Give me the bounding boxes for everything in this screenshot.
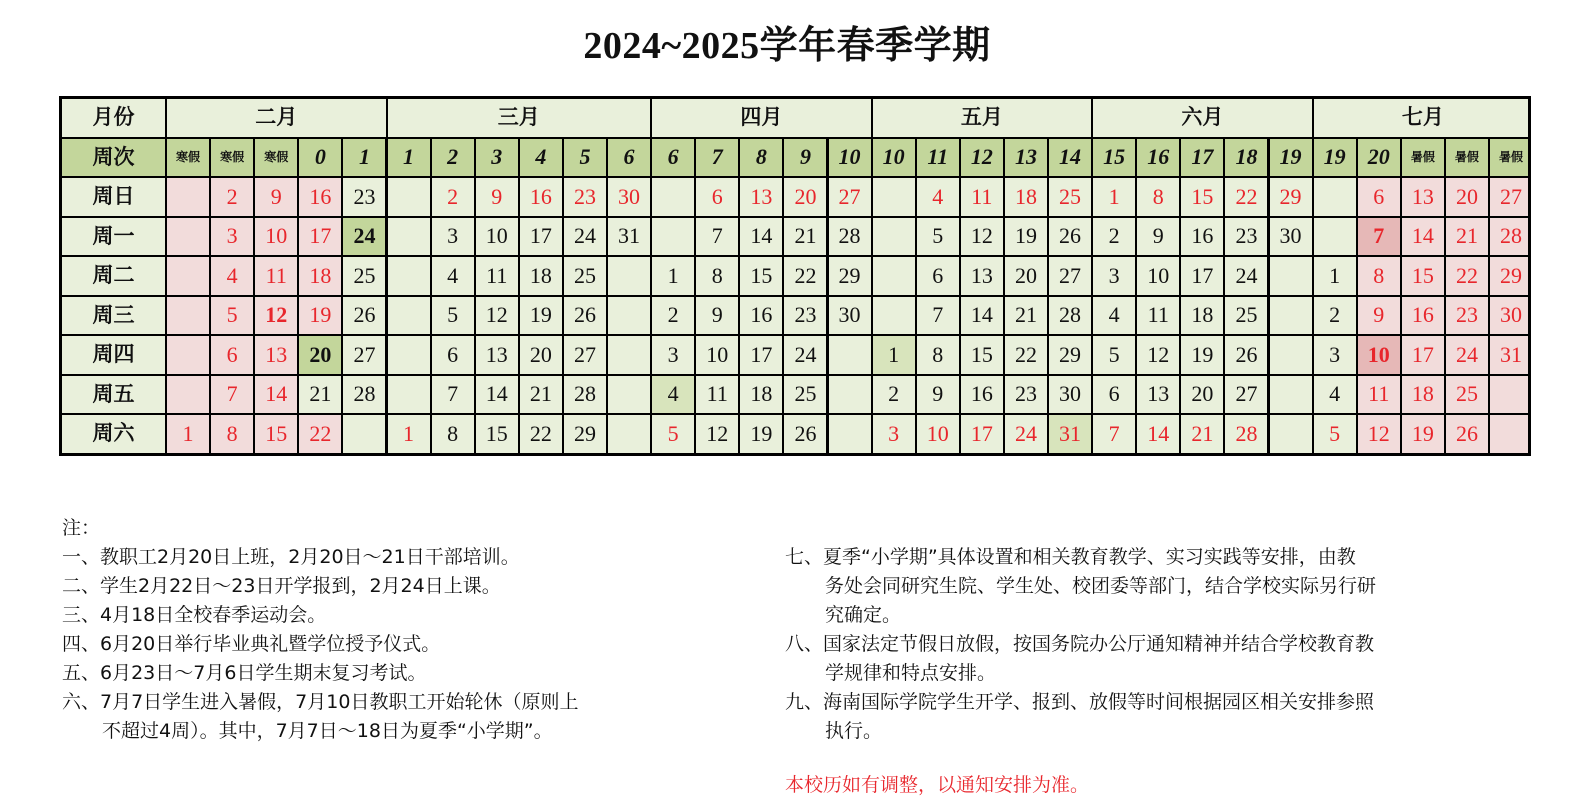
note-item: 不超过4周）。其中，7月7日～18日为夏季“小学期”。 — [102, 720, 553, 742]
day-cell: 29 — [1490, 257, 1531, 295]
day-cell — [1270, 257, 1312, 295]
day-cell: 15 — [476, 415, 518, 453]
day-cell: 23 — [343, 178, 385, 216]
day-cell: 11 — [696, 376, 738, 414]
day-cell — [388, 218, 430, 256]
day-cell: 28 — [829, 218, 871, 256]
month-header: 六月 — [1093, 99, 1312, 137]
day-cell: 27 — [564, 336, 606, 374]
day-cell: 10 — [476, 218, 518, 256]
day-cell: 17 — [299, 218, 341, 256]
month-header: 四月 — [652, 99, 871, 137]
day-label: 周四 — [62, 336, 165, 374]
day-cell: 4 — [652, 376, 694, 414]
week-number: 10 — [873, 139, 915, 177]
day-cell: 7 — [917, 297, 959, 335]
day-cell: 6 — [211, 336, 253, 374]
day-cell: 15 — [1181, 178, 1223, 216]
day-cell: 24 — [343, 218, 385, 256]
week-number: 7 — [696, 139, 738, 177]
day-cell: 21 — [784, 218, 826, 256]
day-cell: 24 — [1005, 415, 1047, 453]
note-item: 学规律和特点安排。 — [825, 662, 997, 684]
day-cell — [388, 178, 430, 216]
day-cell: 14 — [740, 218, 782, 256]
day-cell: 3 — [211, 218, 253, 256]
day-cell: 2 — [1314, 297, 1356, 335]
day-cell — [388, 336, 430, 374]
month-label: 月份 — [62, 99, 165, 137]
day-cell: 29 — [1049, 336, 1091, 374]
day-cell: 31 — [1490, 336, 1531, 374]
day-cell: 13 — [476, 336, 518, 374]
day-cell: 4 — [211, 257, 253, 295]
note-item: 七、夏季“小学期”具体设置和相关教育教学、实习实践等安排，由教 — [785, 546, 1356, 568]
day-label: 周三 — [62, 297, 165, 335]
day-cell: 16 — [740, 297, 782, 335]
week-number: 15 — [1093, 139, 1135, 177]
week-number: 暑假 — [1402, 139, 1444, 177]
day-cell: 10 — [917, 415, 959, 453]
day-cell: 20 — [1181, 376, 1223, 414]
day-cell — [1270, 336, 1312, 374]
week-number: 寒假 — [255, 139, 297, 177]
day-cell: 14 — [255, 376, 297, 414]
day-cell — [608, 297, 650, 335]
day-cell: 17 — [520, 218, 562, 256]
note-item: 务处会同研究生院、学生处、校团委等部门，结合学校实际另行研 — [825, 575, 1377, 597]
week-number: 寒假 — [211, 139, 253, 177]
day-cell: 30 — [829, 297, 871, 335]
week-number: 暑假 — [1490, 139, 1531, 177]
day-cell: 10 — [1358, 336, 1400, 374]
week-number: 13 — [1005, 139, 1047, 177]
day-cell: 11 — [1358, 376, 1400, 414]
week-number: 6 — [608, 139, 650, 177]
day-cell: 23 — [564, 178, 606, 216]
day-cell: 9 — [917, 376, 959, 414]
day-cell: 18 — [740, 376, 782, 414]
day-cell: 21 — [520, 376, 562, 414]
day-cell: 31 — [1049, 415, 1091, 453]
day-cell — [1314, 178, 1356, 216]
day-cell: 20 — [299, 336, 341, 374]
day-cell — [1270, 297, 1312, 335]
day-cell: 22 — [1005, 336, 1047, 374]
day-cell: 9 — [255, 178, 297, 216]
day-cell — [608, 376, 650, 414]
week-number: 19 — [1270, 139, 1312, 177]
day-cell: 3 — [1093, 257, 1135, 295]
day-cell: 31 — [608, 218, 650, 256]
day-cell: 18 — [520, 257, 562, 295]
week-number: 0 — [299, 139, 341, 177]
day-cell: 16 — [1181, 218, 1223, 256]
day-cell: 6 — [432, 336, 474, 374]
week-number: 20 — [1358, 139, 1400, 177]
day-cell: 5 — [211, 297, 253, 335]
day-cell: 5 — [917, 218, 959, 256]
day-cell — [608, 415, 650, 453]
day-cell: 2 — [873, 376, 915, 414]
week-number: 2 — [432, 139, 474, 177]
day-cell: 8 — [1358, 257, 1400, 295]
day-cell: 12 — [696, 415, 738, 453]
day-cell: 18 — [1181, 297, 1223, 335]
day-cell: 6 — [917, 257, 959, 295]
day-cell: 1 — [1093, 178, 1135, 216]
week-number: 8 — [740, 139, 782, 177]
note-item: 一、教职工2月20日上班，2月20日～21日干部培训。 — [62, 546, 520, 568]
day-cell: 11 — [961, 178, 1003, 216]
day-cell — [652, 178, 694, 216]
day-cell: 26 — [1049, 218, 1091, 256]
day-label: 周一 — [62, 218, 165, 256]
day-cell — [829, 336, 871, 374]
day-cell: 10 — [255, 218, 297, 256]
day-cell: 24 — [784, 336, 826, 374]
day-cell: 19 — [740, 415, 782, 453]
week-number: 暑假 — [1446, 139, 1488, 177]
day-cell: 30 — [1490, 297, 1531, 335]
day-cell: 14 — [476, 376, 518, 414]
day-cell: 7 — [432, 376, 474, 414]
day-cell: 25 — [1225, 297, 1267, 335]
day-cell — [652, 218, 694, 256]
day-cell: 27 — [343, 336, 385, 374]
day-cell: 13 — [1402, 178, 1444, 216]
day-cell: 6 — [1358, 178, 1400, 216]
day-cell: 26 — [784, 415, 826, 453]
day-cell: 1 — [873, 336, 915, 374]
day-cell: 23 — [1446, 297, 1488, 335]
day-cell: 26 — [1225, 336, 1267, 374]
day-cell: 17 — [1402, 336, 1444, 374]
day-cell — [608, 257, 650, 295]
note-item: 二、学生2月22日～23日开学报到，2月24日上课。 — [62, 575, 501, 597]
day-label: 周六 — [62, 415, 165, 453]
day-cell — [873, 297, 915, 335]
day-cell — [873, 178, 915, 216]
day-cell: 21 — [1181, 415, 1223, 453]
note-item: 六、7月7日学生进入暑假，7月10日教职工开始轮休（原则上 — [62, 691, 579, 713]
day-cell: 15 — [961, 336, 1003, 374]
day-cell: 6 — [696, 178, 738, 216]
note-item: 九、海南国际学院学生开学、报到、放假等时间根据园区相关安排参照 — [785, 691, 1375, 713]
day-cell: 28 — [1049, 297, 1091, 335]
day-cell: 10 — [1137, 257, 1179, 295]
day-cell — [388, 376, 430, 414]
day-cell: 26 — [564, 297, 606, 335]
day-cell: 11 — [255, 257, 297, 295]
day-cell: 30 — [1049, 376, 1091, 414]
day-cell: 4 — [432, 257, 474, 295]
day-cell: 6 — [1093, 376, 1135, 414]
day-cell: 25 — [1446, 376, 1488, 414]
day-cell: 22 — [299, 415, 341, 453]
note-item: 八、国家法定节假日放假，按国务院办公厅通知精神并结合学校教育教 — [785, 633, 1375, 655]
week-number: 19 — [1314, 139, 1356, 177]
day-cell: 8 — [432, 415, 474, 453]
day-label: 周五 — [62, 376, 165, 414]
notes-heading: 注： — [62, 517, 101, 539]
day-cell: 12 — [476, 297, 518, 335]
day-cell: 8 — [696, 257, 738, 295]
day-cell: 17 — [740, 336, 782, 374]
day-cell: 9 — [696, 297, 738, 335]
day-cell: 2 — [432, 178, 474, 216]
day-cell: 29 — [1270, 178, 1312, 216]
day-cell: 7 — [696, 218, 738, 256]
day-cell: 16 — [961, 376, 1003, 414]
day-cell: 25 — [564, 257, 606, 295]
day-cell: 1 — [1314, 257, 1356, 295]
day-cell: 12 — [255, 297, 297, 335]
day-cell: 3 — [652, 336, 694, 374]
note-item: 四、6月20日举行毕业典礼暨学位授予仪式。 — [62, 633, 441, 655]
day-cell: 4 — [917, 178, 959, 216]
day-cell — [873, 218, 915, 256]
day-cell: 21 — [1005, 297, 1047, 335]
week-number: 11 — [917, 139, 959, 177]
footer-note: 本校历如有调整，以通知安排为准。 — [785, 774, 1090, 796]
week-label: 周次 — [62, 139, 165, 177]
week-number: 1 — [388, 139, 430, 177]
day-cell: 28 — [343, 376, 385, 414]
month-header: 七月 — [1314, 99, 1531, 137]
day-cell: 11 — [1137, 297, 1179, 335]
day-cell: 13 — [961, 257, 1003, 295]
day-cell — [1270, 376, 1312, 414]
week-number: 6 — [652, 139, 694, 177]
day-cell: 1 — [167, 415, 209, 453]
day-cell — [167, 336, 209, 374]
day-cell — [388, 297, 430, 335]
week-number: 18 — [1225, 139, 1267, 177]
day-cell: 28 — [1225, 415, 1267, 453]
day-cell — [167, 297, 209, 335]
day-cell — [167, 218, 209, 256]
day-cell: 9 — [1358, 297, 1400, 335]
month-header: 二月 — [167, 99, 386, 137]
day-cell: 23 — [784, 297, 826, 335]
day-cell: 4 — [1314, 376, 1356, 414]
day-cell: 12 — [1358, 415, 1400, 453]
week-number: 14 — [1049, 139, 1091, 177]
day-cell: 7 — [1093, 415, 1135, 453]
note-item: 三、4月18日全校春季运动会。 — [62, 604, 327, 626]
day-cell: 27 — [1490, 178, 1531, 216]
day-cell: 20 — [1446, 178, 1488, 216]
day-cell: 27 — [1225, 376, 1267, 414]
day-cell — [167, 257, 209, 295]
notes-right — [785, 543, 1376, 746]
day-cell: 3 — [873, 415, 915, 453]
month-header: 三月 — [388, 99, 651, 137]
day-cell: 13 — [255, 336, 297, 374]
week-number: 4 — [520, 139, 562, 177]
calendar-table — [59, 96, 1531, 456]
week-number: 12 — [961, 139, 1003, 177]
week-number: 9 — [784, 139, 826, 177]
day-cell: 19 — [299, 297, 341, 335]
day-label: 周日 — [62, 178, 165, 216]
day-cell: 8 — [211, 415, 253, 453]
day-cell: 27 — [829, 178, 871, 216]
day-cell: 7 — [211, 376, 253, 414]
day-cell: 16 — [520, 178, 562, 216]
day-cell: 26 — [1446, 415, 1488, 453]
day-cell — [829, 415, 871, 453]
day-cell: 30 — [1270, 218, 1312, 256]
day-cell: 18 — [1005, 178, 1047, 216]
day-cell — [873, 257, 915, 295]
day-cell — [167, 376, 209, 414]
month-header: 五月 — [873, 99, 1092, 137]
day-cell: 3 — [1314, 336, 1356, 374]
day-cell: 9 — [1137, 218, 1179, 256]
day-cell — [1270, 415, 1312, 453]
day-cell: 20 — [784, 178, 826, 216]
day-cell: 15 — [740, 257, 782, 295]
day-cell: 20 — [1005, 257, 1047, 295]
day-cell: 1 — [388, 415, 430, 453]
day-cell: 4 — [1093, 297, 1135, 335]
day-cell: 28 — [564, 376, 606, 414]
day-cell: 12 — [1137, 336, 1179, 374]
day-cell: 22 — [1225, 178, 1267, 216]
day-cell: 14 — [1402, 218, 1444, 256]
day-cell: 12 — [961, 218, 1003, 256]
day-cell: 25 — [1049, 178, 1091, 216]
day-cell: 24 — [1225, 257, 1267, 295]
day-cell: 27 — [1049, 257, 1091, 295]
day-cell: 22 — [1446, 257, 1488, 295]
day-cell: 11 — [476, 257, 518, 295]
day-cell — [1490, 415, 1531, 453]
day-cell: 13 — [740, 178, 782, 216]
day-cell: 2 — [1093, 218, 1135, 256]
day-cell: 5 — [1093, 336, 1135, 374]
page-title: 2024~2025学年春季学期 — [583, 25, 991, 67]
day-cell — [1490, 376, 1531, 414]
day-cell: 24 — [564, 218, 606, 256]
day-cell: 13 — [1137, 376, 1179, 414]
day-cell: 5 — [1314, 415, 1356, 453]
day-cell: 5 — [432, 297, 474, 335]
day-cell — [167, 178, 209, 216]
day-cell: 5 — [652, 415, 694, 453]
day-cell: 2 — [652, 297, 694, 335]
day-cell: 15 — [1402, 257, 1444, 295]
day-cell: 18 — [299, 257, 341, 295]
week-number: 3 — [476, 139, 518, 177]
day-cell: 23 — [1225, 218, 1267, 256]
notes-left — [62, 514, 578, 746]
day-cell: 8 — [1137, 178, 1179, 216]
note-item: 执行。 — [825, 720, 883, 742]
day-cell: 15 — [255, 415, 297, 453]
day-cell: 18 — [1402, 376, 1444, 414]
day-cell — [608, 336, 650, 374]
day-cell: 19 — [520, 297, 562, 335]
day-cell: 30 — [608, 178, 650, 216]
day-cell: 29 — [829, 257, 871, 295]
day-cell: 1 — [652, 257, 694, 295]
day-cell: 7 — [1358, 218, 1400, 256]
day-cell — [343, 415, 385, 453]
day-cell: 16 — [299, 178, 341, 216]
week-number: 5 — [564, 139, 606, 177]
day-cell: 25 — [784, 376, 826, 414]
day-cell: 21 — [1446, 218, 1488, 256]
week-number: 16 — [1137, 139, 1179, 177]
day-cell: 19 — [1005, 218, 1047, 256]
day-cell: 24 — [1446, 336, 1488, 374]
day-cell — [829, 376, 871, 414]
day-cell: 28 — [1490, 218, 1531, 256]
day-cell: 3 — [432, 218, 474, 256]
week-number: 1 — [343, 139, 385, 177]
day-cell: 19 — [1402, 415, 1444, 453]
day-cell: 23 — [1005, 376, 1047, 414]
day-cell: 8 — [917, 336, 959, 374]
week-number: 寒假 — [167, 139, 209, 177]
day-cell: 9 — [476, 178, 518, 216]
day-cell: 17 — [1181, 257, 1223, 295]
day-cell: 17 — [961, 415, 1003, 453]
day-cell: 14 — [961, 297, 1003, 335]
day-cell: 14 — [1137, 415, 1179, 453]
day-cell — [388, 257, 430, 295]
day-label: 周二 — [62, 257, 165, 295]
day-cell: 20 — [520, 336, 562, 374]
day-cell: 19 — [1181, 336, 1223, 374]
day-cell: 16 — [1402, 297, 1444, 335]
day-cell: 25 — [343, 257, 385, 295]
week-number: 10 — [829, 139, 871, 177]
note-item: 五、6月23日～7月6日学生期末复习考试。 — [62, 662, 427, 684]
day-cell: 22 — [520, 415, 562, 453]
day-cell — [1314, 218, 1356, 256]
day-cell: 2 — [211, 178, 253, 216]
day-cell: 29 — [564, 415, 606, 453]
day-cell: 10 — [696, 336, 738, 374]
note-item: 究确定。 — [825, 604, 902, 626]
day-cell: 22 — [784, 257, 826, 295]
week-number: 17 — [1181, 139, 1223, 177]
day-cell: 26 — [343, 297, 385, 335]
day-cell: 21 — [299, 376, 341, 414]
